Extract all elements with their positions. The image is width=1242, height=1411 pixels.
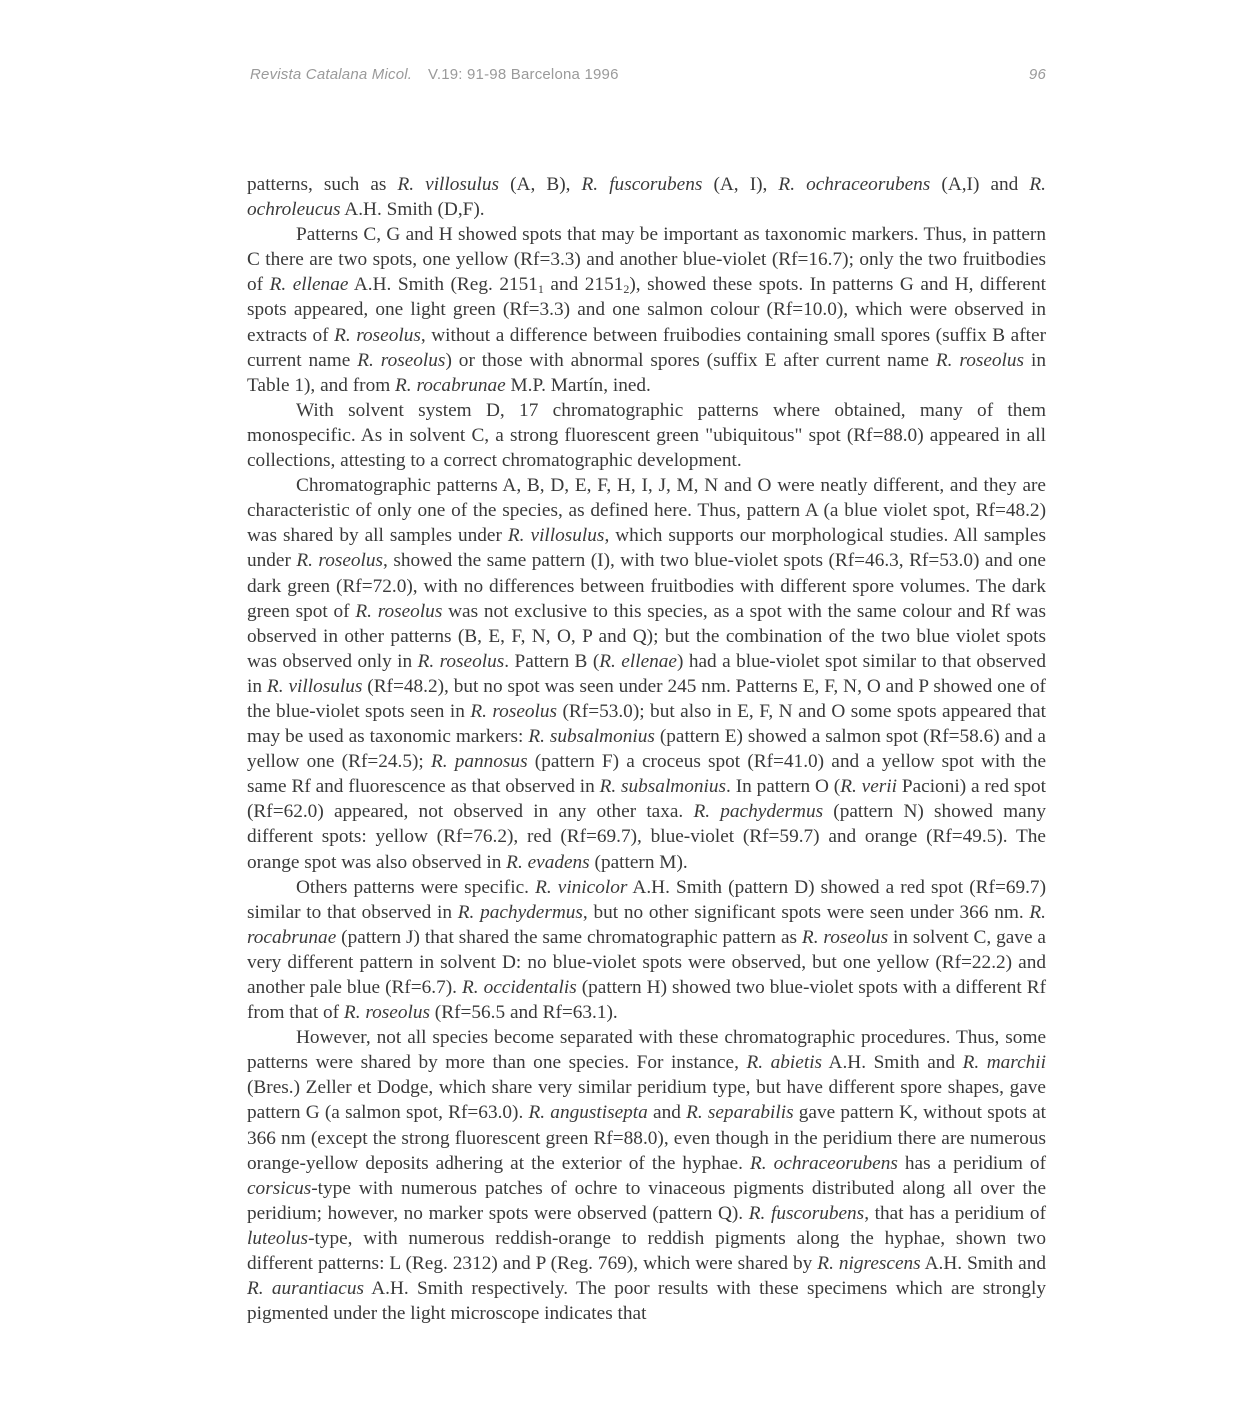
text-run: (pattern M). <box>589 851 688 873</box>
species-name: R. evadens <box>506 851 590 873</box>
text-run: (Rf=48.2), but no spot was seen under 245 nm. Patterns E, F, N, O and P showed one of the blue-violet spots seen in <box>247 675 1046 722</box>
text-run: A.H. Smith and <box>822 1052 963 1074</box>
text-run: patterns, such as <box>247 174 398 195</box>
species-name: R. villosulus <box>266 675 363 697</box>
text-run: (Rf=56.5 and Rf=63.1). <box>429 1002 618 1024</box>
text-run: ) had a blue-violet spot similar to that observed in <box>247 650 1046 697</box>
text-run: (A,I) and <box>930 174 1030 195</box>
text-run: (pattern H) showed two blue-violet spots with a different Rf from that of <box>247 977 1046 1024</box>
species-name: R. subsalmonius <box>528 726 655 748</box>
text-run: (A, I), <box>702 174 779 195</box>
species-name: R. ochroleucus <box>247 174 1046 221</box>
text-run: and 2151 <box>543 274 624 296</box>
text-run: (pattern E) showed a salmon spot (Rf=58.6) and a yellow one (Rf=24.5); <box>247 726 1046 773</box>
species-name: R. ochraceorubens <box>778 174 931 195</box>
species-name: R. ellenae <box>269 274 349 296</box>
species-name: R. roseolus <box>296 550 384 572</box>
text-run: Patterns C, G and H showed spots that may be important as taxonomic markers. Thus, in pattern C there are two spots, one yellow (Rf=3.3) and another blue-violet (Rf=16.7); only the two fruitbodies of <box>247 224 1046 296</box>
text-run: , that has a peridium of <box>864 1202 1046 1224</box>
species-name: R. roseolus <box>935 349 1025 371</box>
species-name: R. verii <box>840 776 897 798</box>
text-run: (pattern J) that shared the same chromatographic pattern as <box>336 926 802 948</box>
species-name: R. roseolus <box>417 650 505 672</box>
text-run: , showed the same pattern (I), with two blue-violet spots (Rf=46.3, Rf=53.0) and one dark green (Rf=72.0), with no differences between fruitbodies with different spore volumes. The dark green spot of <box>247 550 1046 622</box>
text-run: (Bres.) Zeller et Dodge, which share very similar peridium type, but have different spore shapes, gave pattern G (a salmon spot, Rf=63.0). <box>247 1077 1046 1124</box>
text-run: , which supports our morphological studies. All samples under <box>247 525 1046 572</box>
text-run: A.H. Smith (pattern D) showed a red spot (Rf=69.7) similar to that observed in <box>247 876 1046 923</box>
text-run: , but no other significant spots were seen under 366 nm. <box>582 901 1030 923</box>
text-run: and <box>647 1102 687 1124</box>
text-run: M.P. Martín, ined. <box>505 374 651 396</box>
species-name: R. ellenae <box>599 650 677 672</box>
species-name: R. fuscorubens <box>581 174 703 195</box>
species-name: R. marchii <box>962 1052 1047 1074</box>
body-text <box>247 172 1046 1326</box>
text-run: . Pattern B ( <box>504 650 600 672</box>
text-run: -type with numerous patches of ochre to vinaceous pigments distributed along all over the peridium; however, no marker spots were observed (pattern Q). <box>247 1177 1046 1224</box>
species-name: R. pannosus <box>430 751 528 773</box>
text-run: . In pattern O ( <box>726 776 841 798</box>
text-run: A.H. Smith (D,F). <box>340 199 485 221</box>
species-name: R. ochraceorubens <box>749 1152 898 1174</box>
species-name: R. roseolus <box>357 349 446 371</box>
species-name: R. rocabrunae <box>395 374 506 396</box>
text-run: in solvent C, gave a very different pattern in solvent D: no blue-violet spots were observed, but one yellow (Rf=22.2) and another pale blue (Rf=6.7). <box>247 926 1046 998</box>
running-head <box>250 66 1046 90</box>
paragraph <box>247 222 1046 398</box>
text-run: was not exclusive to this species, as a spot with the same colour and Rf was observed in other patterns (B, E, F, N, O, P and Q); but the combination of the two blue violet spots was observed only in <box>247 600 1046 672</box>
species-name: R. aurantiacus <box>247 1278 365 1300</box>
species-name: R. roseolus <box>334 324 421 346</box>
species-name: R. fuscorubens <box>748 1202 865 1224</box>
page-number: 96 <box>1028 66 1046 83</box>
paragraph <box>247 398 1046 473</box>
species-name: R. roseolus <box>343 1002 430 1024</box>
species-name: R. occidentalis <box>461 977 577 998</box>
text-run: Others patterns were specific. <box>296 876 536 898</box>
text-run: in Table 1), and from <box>247 349 1047 396</box>
text-run: With solvent system D, 17 chromatographic patterns where obtained, many of them monospecific. As in solvent C, a strong fluorescent green "ubiquitous" spot (Rf=88.0) appeared in all collections, attesting to a correct chromatographic development. <box>247 399 1046 472</box>
text-run: -type, with numerous reddish-orange to reddish pigments along the hyphae, shown two different patterns: L (Reg. 2312) and P (Reg. 769), which were shared by <box>247 1227 1046 1275</box>
paragraph <box>247 473 1046 875</box>
text-run: (A, B), <box>499 174 582 195</box>
species-name: R. nigrescens <box>817 1253 921 1275</box>
paragraph <box>247 875 1046 1026</box>
subscript: 2 <box>623 282 630 297</box>
species-name: R. roseolus <box>470 700 558 722</box>
text-run: Pacioni) a red spot (Rf=62.0) appeared, not observed in any other taxa. <box>247 776 1046 823</box>
journal-title: Revista Catalana Micol. <box>250 66 413 83</box>
species-name: R. vinicolor <box>535 876 628 898</box>
species-name: luteolus <box>247 1227 309 1249</box>
subscript: 1 <box>537 282 544 297</box>
paragraph <box>247 1025 1046 1326</box>
species-name: R. villosulus <box>397 174 500 195</box>
species-name: R. villosulus <box>507 525 605 547</box>
text-run: (Rf=53.0); but also in E, F, N and O some spots appeared that may be used as taxonomic markers: <box>247 700 1046 748</box>
species-name: corsicus <box>247 1177 312 1199</box>
text-run: ) or those with abnormal spores (suffix E after current name <box>445 349 936 371</box>
species-name: R. rocabrunae <box>247 901 1047 948</box>
journal-citation: V.19: 91-98 Barcelona 1996 <box>428 66 619 83</box>
species-name: R. roseolus <box>801 926 889 948</box>
text-run: However, not all species become separated with these chromatographic procedures. Thus, some patterns were shared by more than one species. For instance, <box>247 1027 1046 1074</box>
species-name: R. pachydermus <box>693 801 824 823</box>
text-run: (pattern N) showed many different spots: yellow (Rf=76.2), red (Rf=69.7), blue-violet (Rf=59.7) and orange (Rf=49.5). The orange spot was also observed in <box>247 801 1046 873</box>
species-name: R. separabilis <box>686 1102 794 1124</box>
paragraph <box>247 172 1046 222</box>
text-run: (pattern F) a croceus spot (Rf=41.0) and a yellow spot with the same Rf and fluorescence as that observed in <box>247 751 1047 798</box>
species-name: R. roseolus <box>355 600 443 622</box>
text-run: A.H. Smith and <box>920 1253 1047 1275</box>
species-name: R. abietis <box>746 1052 823 1074</box>
species-name: R. angustisepta <box>528 1102 648 1124</box>
text-run: Chromatographic patterns A, B, D, E, F, H, I, J, M, N and O were neatly different, and they are characteristic of only one of the species, as defined here. Thus, pattern A (a blue violet spot, Rf=48.2) was shared by all samples under <box>247 475 1046 547</box>
text-run: has a peridium of <box>897 1152 1046 1174</box>
text-run: A.H. Smith respectively. The poor results with these specimens which are strongly pigmented under the light microscope indicates that <box>247 1278 1046 1325</box>
text-run: , without a difference between fruibodies containing small spores (suffix B after current name <box>247 324 1046 371</box>
text-run: gave pattern K, without spots at 366 nm (except the strong fluorescent green Rf=88.0), even though in the peridium there are numerous orange-yellow deposits adhering at the exterior of the hyphae. <box>247 1102 1046 1174</box>
text-run: ), showed these spots. In patterns G and H, different spots appeared, one light green (Rf=3.3) and one salmon colour (Rf=10.0), which were observed in extracts of <box>247 274 1046 346</box>
text-run: A.H. Smith (Reg. 2151 <box>348 274 538 296</box>
species-name: R. pachydermus <box>457 901 583 923</box>
species-name: R. subsalmonius <box>599 776 727 798</box>
